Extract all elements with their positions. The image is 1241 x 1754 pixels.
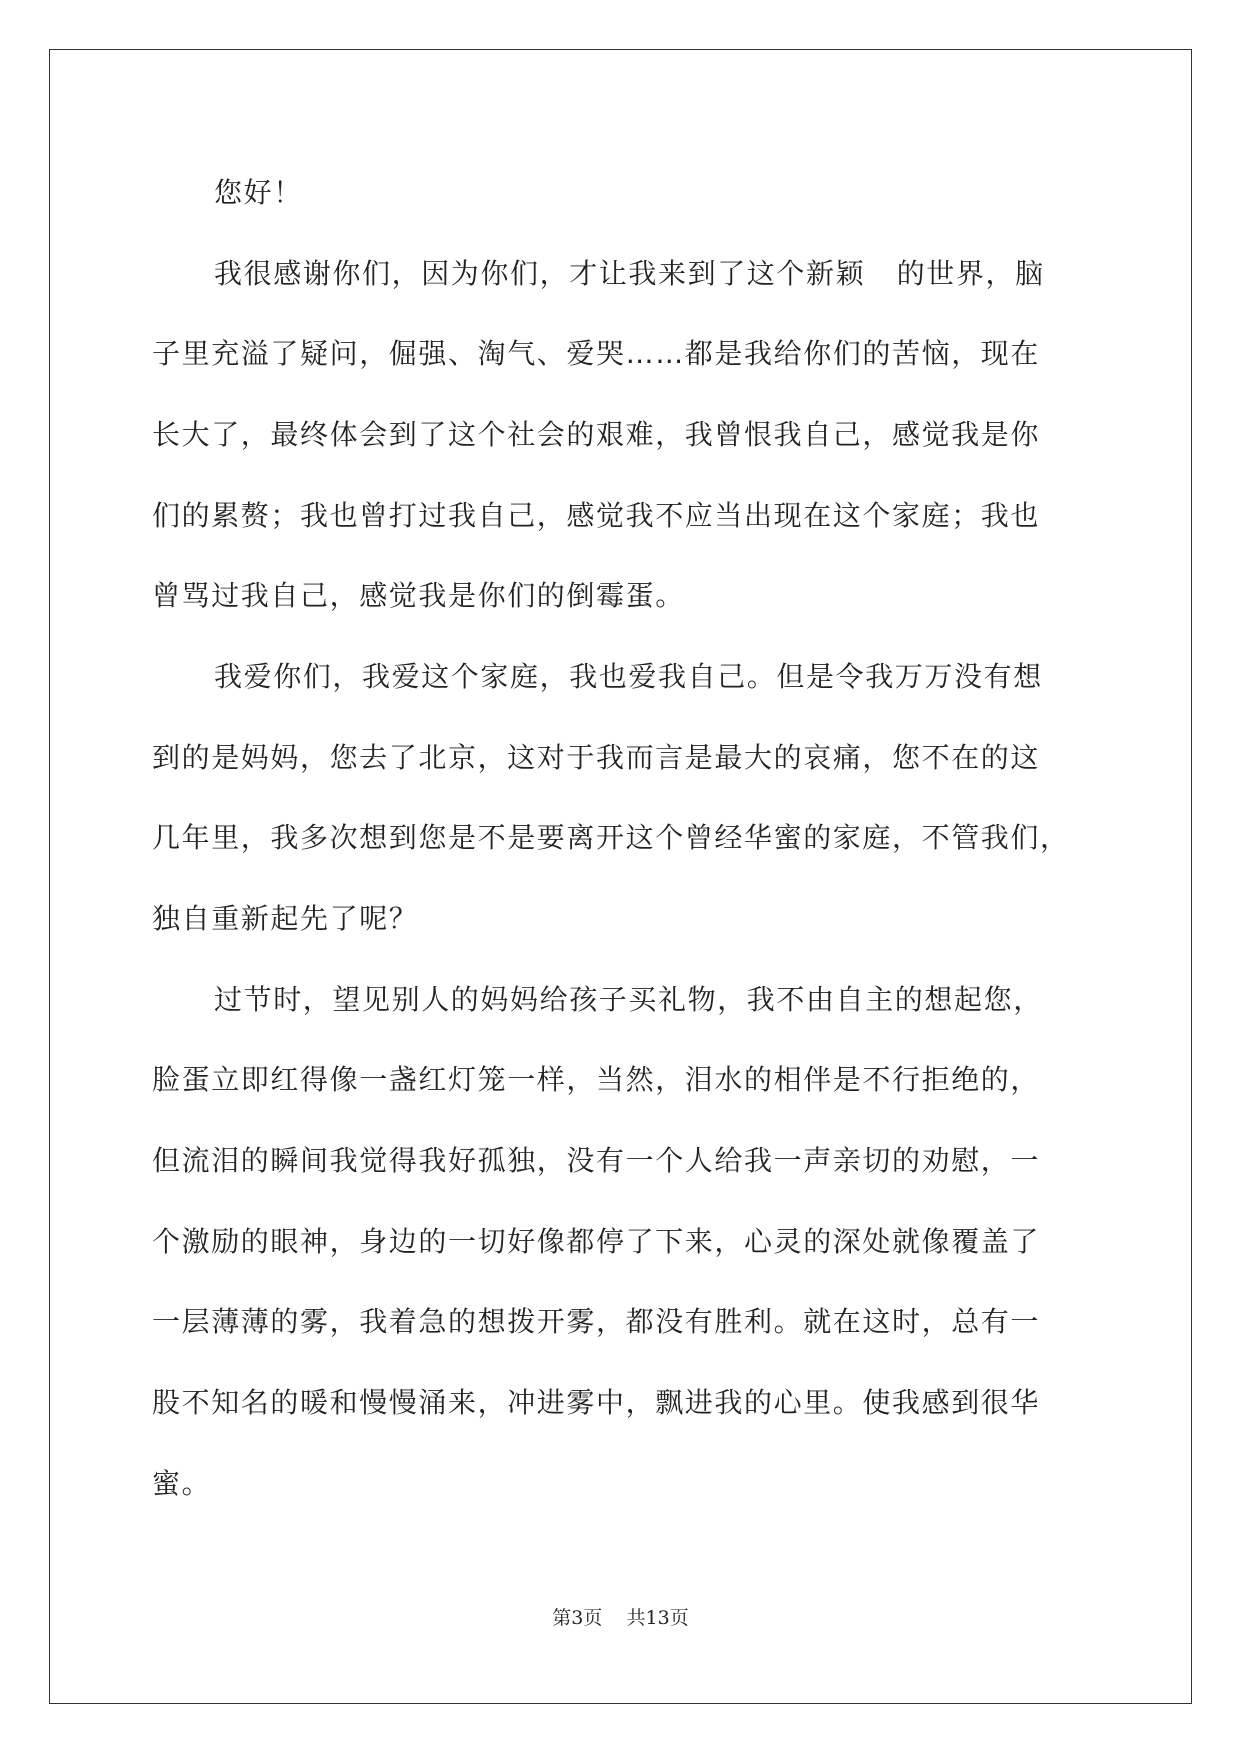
paragraph-3-line-2: 脸蛋立即红得像一盏红灯笼一样，当然，泪水的相伴是不行拒绝的， [152,1063,1041,1096]
paragraph-3-line-3: 但流泪的瞬间我觉得我好孤独，没有一个人给我一声亲切的劝慰，一 [152,1144,1041,1177]
paragraph-3-line-6: 股不知名的暖和慢慢涌来，冲进雾中，飘进我的心里。使我感到很华 [152,1386,1041,1419]
paragraph-3-line-1: 过节时，望见别人的妈妈给孩子买礼物，我不由自主的想起您， [214,983,1043,1016]
paragraph-1-line-2: 子里充溢了疑问，倔强、淘气、爱哭……都是我给你们的苦恼，现在 [152,337,1041,370]
paragraph-2-line-3: 几年里，我多次想到您是不是要离开这个曾经华蜜的家庭，不管我们， [152,821,1070,854]
page-number: 第3页 [552,1607,603,1629]
page-total: 共13页 [626,1607,689,1629]
paragraph-2-line-1: 我爱你们，我爱这个家庭，我也爱我自己。但是令我万万没有想 [214,660,1043,693]
page-footer [0,1605,1241,1631]
paragraph-1-line-5: 曾骂过我自己，感觉我是你们的倒霉蛋。 [152,579,685,612]
paragraph-3-line-7: 蜜。 [152,1467,212,1500]
paragraph-1-line-1: 我很感谢你们，因为你们，才让我来到了这个新颖 的世界，脑 [214,257,1045,290]
greeting-line: 您好！ [214,176,303,209]
paragraph-3-line-4: 个激励的眼神，身边的一切好像都停了下来，心灵的深处就像覆盖了 [152,1225,1041,1258]
page-border [49,49,1192,1704]
paragraph-2-line-4: 独自重新起先了呢？ [152,902,419,935]
paragraph-1-line-3: 长大了，最终体会到了这个社会的艰难，我曾恨我自己，感觉我是你 [152,418,1041,451]
paragraph-1-line-4: 们的累赘；我也曾打过我自己，感觉我不应当出现在这个家庭；我也 [152,499,1041,532]
paragraph-2-line-2: 到的是妈妈，您去了北京，这对于我而言是最大的哀痛，您不在的这 [152,741,1041,774]
paragraph-3-line-5: 一层薄薄的雾，我着急的想拨开雾，都没有胜利。就在这时，总有一 [152,1305,1041,1338]
